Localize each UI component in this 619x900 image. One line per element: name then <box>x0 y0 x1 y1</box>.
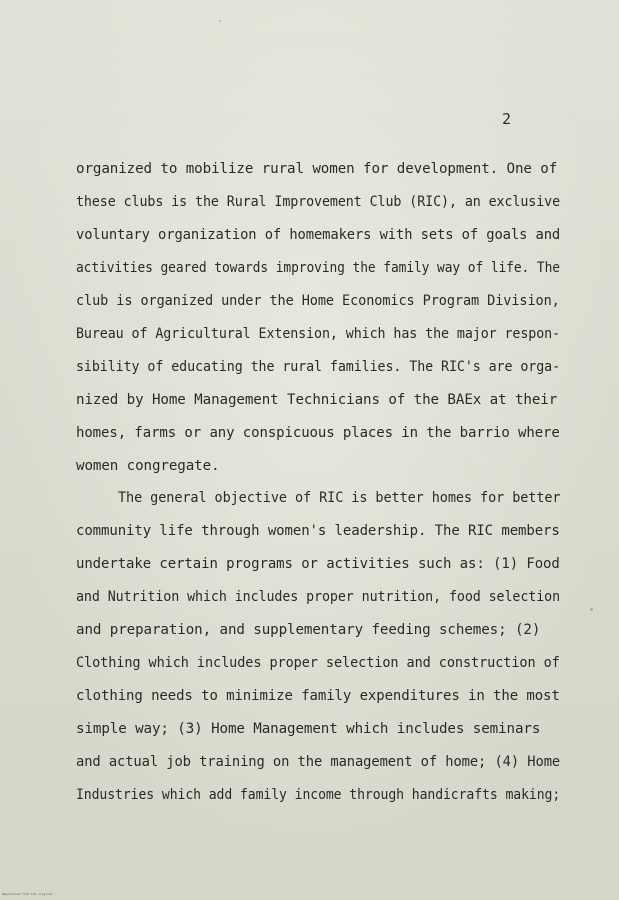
text-line: homes, farms or any conspicuous places in the barrio where <box>76 425 560 441</box>
scan-footer-note: Reproduced from the original <box>2 892 53 896</box>
text-line: The general objective of RIC is better homes for better <box>118 490 561 506</box>
text-line: and preparation, and supplementary feeding schemes; (2) <box>76 622 541 638</box>
text-line: activities geared towards improving the family way of life. The <box>76 260 560 276</box>
text-line: undertake certain programs or activities such as: (1) Food <box>76 556 560 572</box>
text-line: community life through women's leadership. The RIC members <box>76 523 560 539</box>
text-line: club is organized under the Home Economics Program Division, <box>76 293 560 309</box>
text-line: nized by Home Management Technicians of the BAEx at their <box>76 392 558 408</box>
text-line: Industries which add family income through handicrafts making; <box>76 787 561 803</box>
text-line: voluntary organization of homemakers with sets of goals and <box>76 227 561 243</box>
text-line: these clubs is the Rural Improvement Club (RIC), an exclusive <box>76 194 561 210</box>
text-line: Bureau of Agricultural Extension, which has the major respon- <box>76 326 561 342</box>
text-line: clothing needs to minimize family expenditures in the most <box>76 688 560 704</box>
paper-speck <box>590 608 593 611</box>
text-line: and Nutrition which includes proper nutrition, food selection <box>76 589 561 605</box>
text-line: organized to mobilize rural women for development. One of <box>76 161 558 177</box>
text-line: Clothing which includes proper selection and construction of <box>76 655 560 671</box>
text-line: simple way; (3) Home Management which includes seminars <box>76 721 541 737</box>
text-line: sibility of educating the rural families. The RIC's are orga- <box>76 359 561 375</box>
text-line: women congregate. <box>76 458 220 474</box>
paper-speck <box>219 20 221 22</box>
text-line: and actual job training on the management of home; (4) Home <box>76 754 561 770</box>
page-number: 2 <box>502 110 512 128</box>
